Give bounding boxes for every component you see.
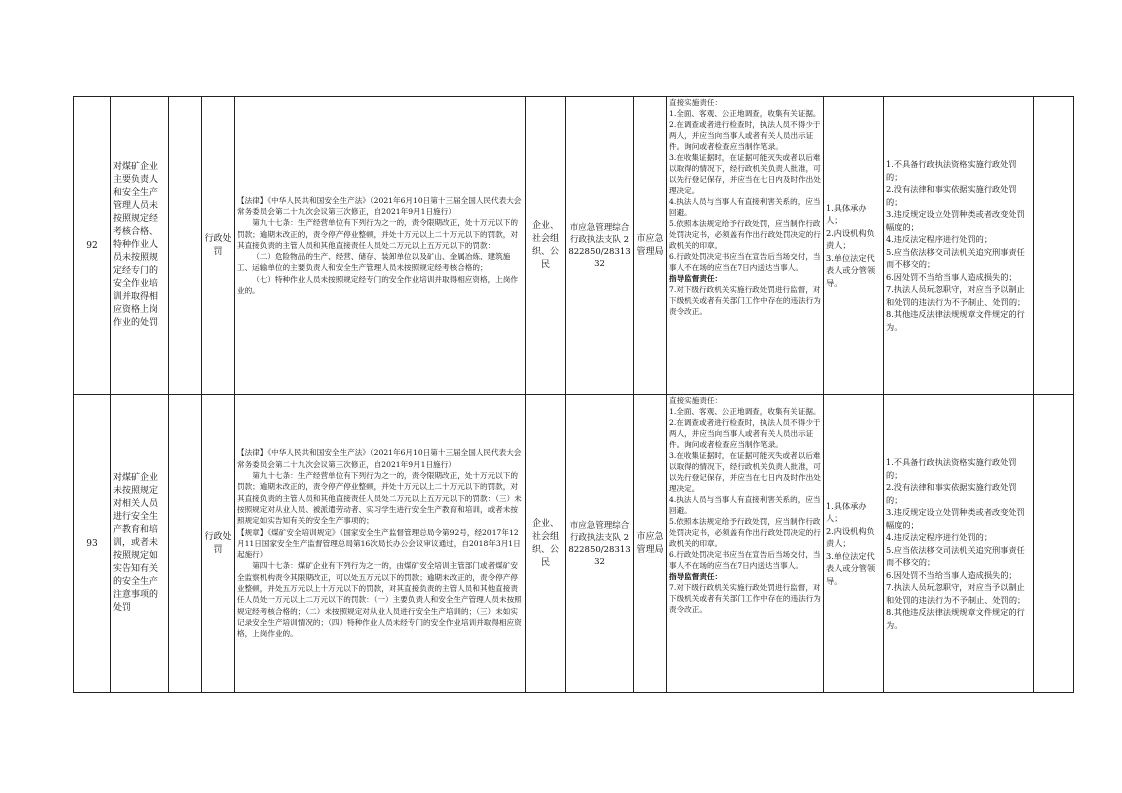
liability-item: 8.其他违反法律法规规章文件规定的行为。 xyxy=(886,309,1025,332)
resp-heading: 直接实施责任： xyxy=(669,396,723,405)
basis-paragraph: 第九十七条：生产经营单位有下列行为之一的，责令限期改正，处十万元以下的罚款；逾期未改正的，责令停产停业整顿，并处十万元以上二十万元以下的罚款，对其直接负责的主管人员和其他直接责任人员处二万元以上五万元以下的罚款：（三）未按照规定对从业人员、被派遣劳动者、实习学生进行安全生产教育和培训，或者未按照规定如实告知有关的安全生产事项的； xyxy=(237,471,522,526)
subject-item: 3.单位法定代表人或分管领导。 xyxy=(826,550,876,586)
item-name: 对煤矿企业未按照规定对相关人员进行安全生产教育和培训，或者未按照规定如实告知有关的安全生产注意事项的处罚 xyxy=(111,395,169,693)
basis-paragraph: （七）特种作业人员未按照规定经专门的安全作业培训并取得相应资格，上岗作业的。 xyxy=(237,274,518,296)
liability-item: 4.违反法定程序进行处罚的； xyxy=(886,532,993,542)
liability-item: 3.违反规定设立处罚种类或者改变处罚幅度的； xyxy=(886,507,1025,530)
responsibility-items xyxy=(667,395,824,693)
liability-item: 7.执法人员玩忽职守，对应当予以制止和处罚的违法行为不予制止、处罚的； xyxy=(886,284,1026,307)
row-number: 92 xyxy=(74,97,111,395)
basis-paragraph: 第四十七条：煤矿企业有下列行为之一的，由煤矿安全培训主管部门或者煤矿安全监察机构责令其限期改正，可以处五万元以下的罚款；逾期未改正的，责令停产停业整顿，并处五万元以上十万元以下的罚款，对其直接负责的主管人员和其他直接责任人员处一万元以上二万元以下的罚款：（一）主要负责人和安全生产管理人员未按照规定经考核合格的；（二）未按照规定对从业人员进行安全生产培训的；（三）未如实记录安全生产培训情况的；（四）特种作业人员未经专门的安全作业培训并取得相应资格，上岗作业的。 xyxy=(237,561,522,639)
liability-item: 1.不具备行政执法资格实施行政处罚的； xyxy=(886,457,1017,480)
resp-item: 1.全面、客观、公正地调查，收集有关证据。 xyxy=(669,109,821,118)
liability-item: 6.因处罚不当给当事人造成损失的； xyxy=(886,569,1017,580)
basis-paragraph: 【法律】《中华人民共和国安全生产法》（2021年6月10日第十三届全国人民代表大会常务委员会第二十九次会议第三次修正，自2021年9月1日施行） xyxy=(237,448,522,469)
liability-item: 5.应当依法移交司法机关追究刑事责任而不移交的； xyxy=(886,246,1025,269)
liability-item: 2.没有法律和事实依据实施行政处罚的； xyxy=(886,184,1017,207)
liability-item: 7.执法人员玩忽职守，对应当予以制止和处罚的违法行为不予制止、处罚的； xyxy=(886,582,1026,605)
basis-paragraph: 第九十七条：生产经营单位有下列行为之一的，责令限期改正，处十万元以下的罚款；逾期未改正的，责令停产停业整顿，并处十万元以上二十万元以下的罚款，对其直接负责的主管人员和其他直接责任人员处二万元以上五万元以下的罚款： xyxy=(237,218,518,250)
authority: 市应急管理局 xyxy=(634,395,667,693)
counterpart-subject: 企业、社会组织、公民 xyxy=(526,395,566,693)
resp-item: 1.全面、客观、公正地调查，收集有关证据。 xyxy=(669,407,821,416)
empty-cell xyxy=(169,97,202,395)
liability-item: 5.应当依法移交司法机关追究刑事责任而不移交的； xyxy=(886,544,1025,567)
basis-paragraph: 【法律】《中华人民共和国安全生产法》（2021年6月10日第十三届全国人民代表大会常务委员会第二十九次会议第三次修正，自2021年9月1日施行） xyxy=(237,195,522,216)
power-type: 行政处罚 xyxy=(202,395,235,693)
resp-item: 6.行政处罚决定书应当在宣告后当场交付，当事人不在场的应当在7日内送达当事人。 xyxy=(669,252,821,272)
implementing-department: 市应急管理综合行政执法支队 2822850/2831332 xyxy=(566,97,634,395)
resp-heading: 指导监督责任： xyxy=(669,572,723,581)
basis-paragraph: 【规章】《煤矿安全培训规定》（国家安全生产监督管理总局令第92号，经2017年12月11日国家安全生产监督管理总局第16次局长办公会议审议通过，自2018年3月1日起施行） xyxy=(237,527,521,560)
resp-heading: 指导监督责任： xyxy=(669,274,723,283)
subject-item: 2.内设机构负责人； xyxy=(826,227,875,251)
liability-item: 3.违反规定设立处罚种类或者改变处罚幅度的； xyxy=(886,209,1025,232)
table-row xyxy=(74,395,1074,693)
resp-item: 6.行政处罚决定书应当在宣告后当场交付，当事人不在场的应当在7日内送达当事人。 xyxy=(669,550,821,570)
counterpart-subject: 企业、社会组织、公民 xyxy=(526,97,566,395)
resp-item: 4.执法人员与当事人有直接利害关系的，应当回避。 xyxy=(669,197,821,217)
liability-item: 4.违反法定程序进行处罚的； xyxy=(886,234,993,244)
basis-paragraph: （二）危险物品的生产、经营、储存、装卸单位以及矿山、金属冶炼、建筑施工、运输单位的主要负责人和安全生产管理人员未按照规定经考核合格的； xyxy=(237,252,511,273)
legal-basis xyxy=(235,97,526,395)
table-row xyxy=(74,97,1074,395)
resp-item: 4.执法人员与当事人有直接利害关系的，应当回避。 xyxy=(669,495,821,515)
item-name: 对煤矿企业主要负责人和安全生产管理人员未按照规定经考核合格、特种作业人员未按照规定经专门的安全作业培训并取得相应资格上岗作业的处罚 xyxy=(111,97,169,395)
liability-item: 6.因处罚不当给当事人造成损失的； xyxy=(886,271,1017,282)
resp-item: 5.依照本法规定给予行政处罚，应当制作行政处罚决定书，必须盖有作出行政处罚决定的行政机关的印章。 xyxy=(669,219,821,250)
resp-item: 5.依照本法规定给予行政处罚，应当制作行政处罚决定书，必须盖有作出行政处罚决定的行政机关的印章。 xyxy=(669,517,821,548)
resp-item: 7.对下级行政机关实施行政处罚进行监督，对下级机关或者有关部门工作中存在的违法行为责令改正。 xyxy=(669,583,821,614)
legal-basis xyxy=(235,395,526,693)
subject-item: 1.具体承办人； xyxy=(826,202,867,226)
remark-cell xyxy=(1034,97,1074,395)
remark-cell xyxy=(1034,395,1074,693)
responsible-subject xyxy=(824,395,884,693)
resp-item: 3.在收集证据时，在证据可能灭失或者以后难以取得的情况下，经行政机关负责人批准，可以先行登记保存，并应当在七日内及时作出处理决定。 xyxy=(669,451,821,493)
row-number: 93 xyxy=(74,395,111,693)
implementing-department: 市应急管理综合行政执法支队 2822850/2831332 xyxy=(566,395,634,693)
liability-item: 8.其他违反法律法规规章文件规定的行为。 xyxy=(886,607,1025,630)
resp-item: 3.在收集证据时，在证据可能灭失或者以后难以取得的情况下，经行政机关负责人批准，可以先行登记保存，并应当在七日内及时作出处理决定。 xyxy=(669,153,821,195)
power-list-table xyxy=(73,96,1074,693)
empty-cell xyxy=(169,395,202,693)
subject-item: 1.具体承办人； xyxy=(826,500,867,524)
liability-cases xyxy=(884,97,1034,395)
resp-heading: 直接实施责任： xyxy=(669,98,723,107)
responsibility-items xyxy=(667,97,824,395)
subject-item: 3.单位法定代表人或分管领导。 xyxy=(826,252,876,288)
authority: 市应急管理局 xyxy=(634,97,667,395)
liability-cases xyxy=(884,395,1034,693)
resp-item: 2.在调查或者进行检查时，执法人员不得少于两人，并应当向当事人或者有关人员出示证件。询问或者检查应当制作笔录。 xyxy=(669,418,821,449)
subject-item: 2.内设机构负责人； xyxy=(826,525,875,549)
resp-item: 2.在调查或者进行检查时，执法人员不得少于两人，并应当向当事人或者有关人员出示证件。询问或者检查应当制作笔录。 xyxy=(669,120,821,151)
liability-item: 2.没有法律和事实依据实施行政处罚的； xyxy=(886,482,1017,505)
resp-item: 7.对下级行政机关实施行政处罚进行监督，对下级机关或者有关部门工作中存在的违法行为责令改正。 xyxy=(669,285,821,316)
responsible-subject xyxy=(824,97,884,395)
liability-item: 1.不具备行政执法资格实施行政处罚的； xyxy=(886,159,1017,182)
power-type: 行政处罚 xyxy=(202,97,235,395)
